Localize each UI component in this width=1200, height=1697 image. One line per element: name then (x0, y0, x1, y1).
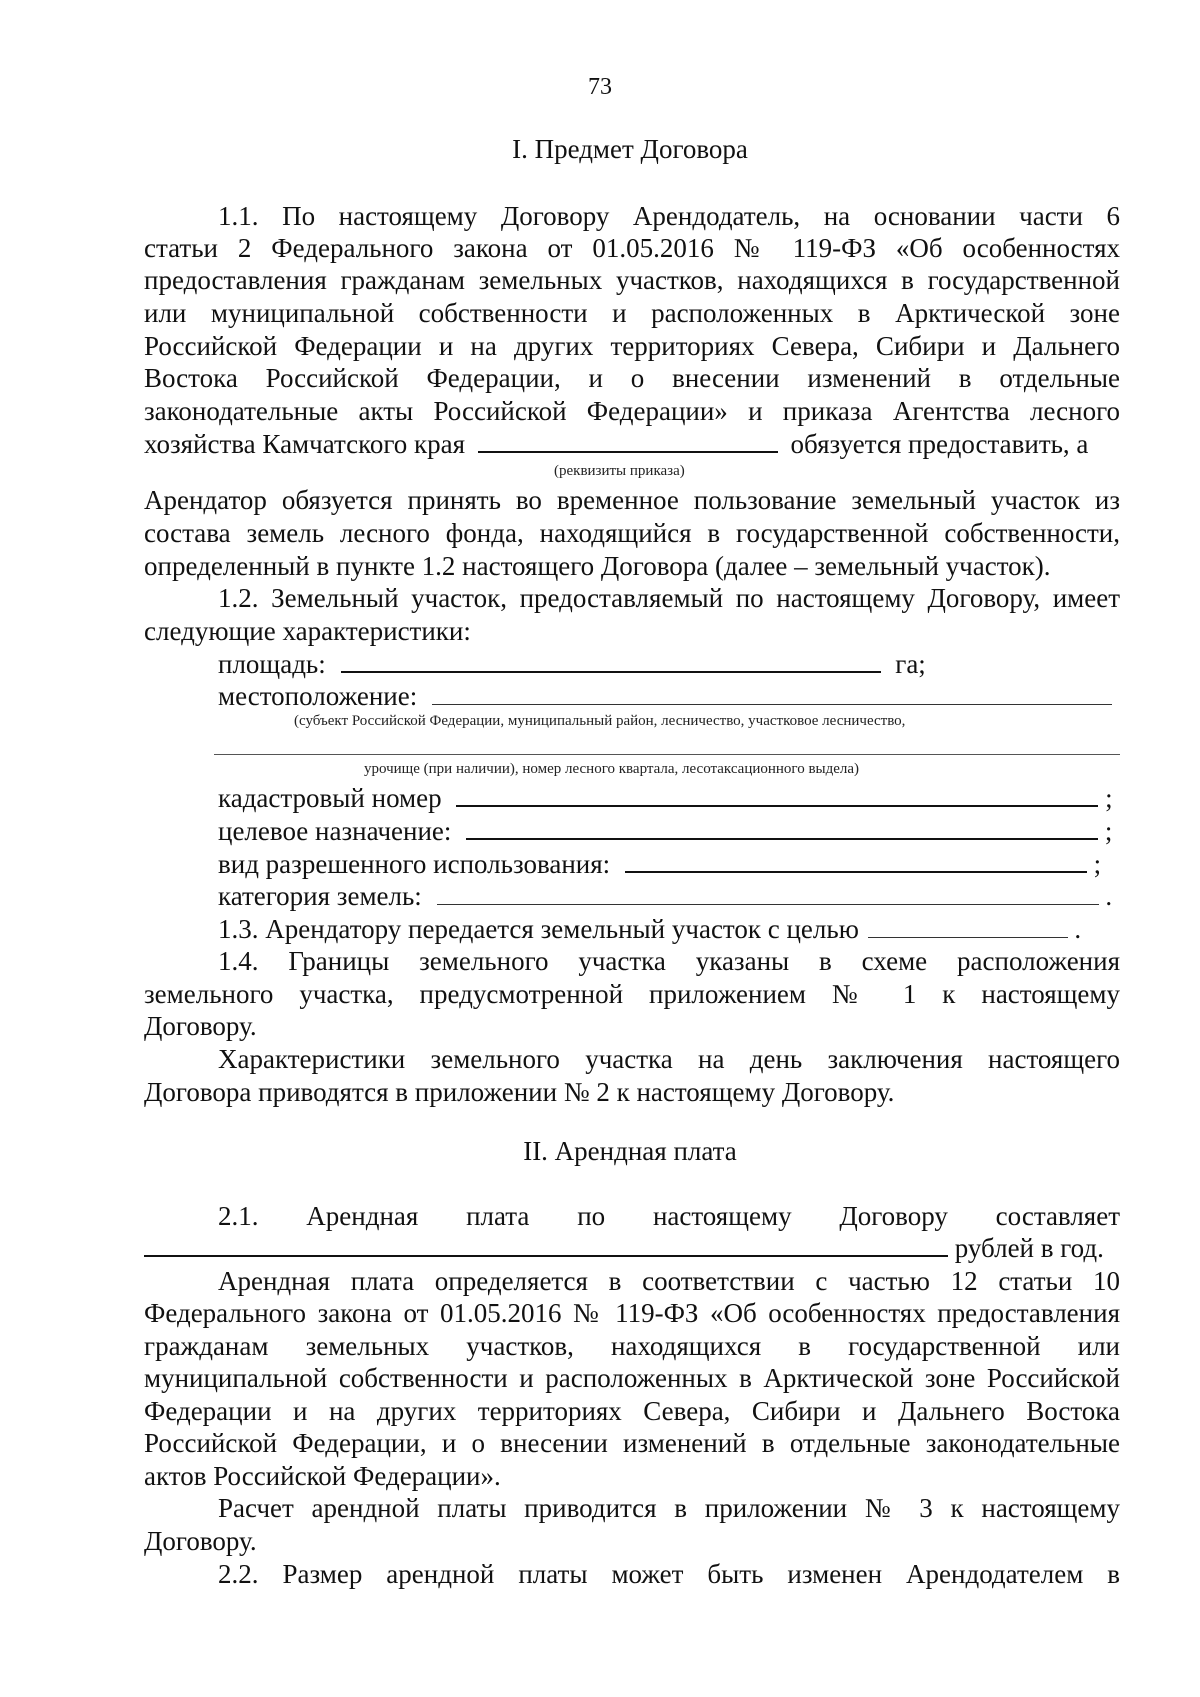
location-label: местоположение: (218, 681, 418, 711)
purpose-field[interactable] (466, 816, 1098, 840)
paragraph-line: Российской Федерации и на других территориях Севера, Сибири и Дальнего (144, 331, 1120, 361)
semicolon: ; (1093, 849, 1102, 879)
paragraph-line: статьи 2 Федерального закона от 01.05.2016 № 119-ФЗ «Об особенностях (144, 233, 1120, 263)
area-field[interactable] (341, 649, 881, 673)
land-category-row (144, 880, 1120, 912)
order-caption: (реквизиты приказа) (554, 463, 685, 479)
rent-amount-row (144, 1232, 1120, 1264)
cadastral-label: кадастровый номер (218, 783, 442, 813)
paragraph-line: Федерации и на других территориях Севера, Сибири и Дальнего Востока (144, 1396, 1120, 1426)
paragraph-line: Востока Российской Федерации, и о внесении изменений в отдельные (144, 363, 1120, 393)
land-category-label: категория земель: (218, 881, 422, 911)
order-line-start: хозяйства Камчатского края (144, 429, 466, 459)
paragraph-line: состава земель лесного фонда, находящийся в государственной собственности, (144, 518, 1120, 548)
paragraph-line: Характеристики земельного участка на день заключения настоящего (218, 1044, 1120, 1074)
cadastral-field[interactable] (456, 783, 1098, 807)
location-row (144, 680, 1120, 712)
semicolon: ; (1105, 783, 1113, 813)
purpose-of-lease-field[interactable] (868, 915, 1068, 938)
land-category-field[interactable] (437, 882, 1099, 905)
section-1-title: I. Предмет Договора (512, 134, 748, 164)
paragraph-line: предоставления гражданам земельных участков, находящихся в государственной (144, 265, 1120, 295)
period: . (1105, 881, 1113, 911)
permitted-use-field[interactable] (625, 849, 1087, 873)
page-number: 73 (588, 74, 612, 100)
cadastral-row (144, 782, 1120, 814)
location-caption-1: (субъект Российской Федерации, муниципальный район, лесничество, участковое лесничество, (294, 713, 906, 729)
paragraph-line: законодательные акты Российской Федерации» и приказа Агентства лесного (144, 396, 1120, 426)
permitted-use-label: вид разрешенного использования: (218, 849, 611, 879)
semicolon: ; (1104, 816, 1113, 846)
order-details-field[interactable] (478, 429, 778, 453)
order-line (144, 428, 1120, 460)
paragraph-line: Федерального закона от 01.05.2016 № 119-ФЗ «Об особенностях предоставления (144, 1298, 1120, 1328)
paragraph-line: 2.2. Размер арендной платы может быть изменен Арендодателем в (218, 1559, 1120, 1589)
paragraph-line: 2.1. Арендная плата по настоящему Договору составляет (218, 1201, 1120, 1231)
paragraph-line: Арендатор обязуется принять во временное пользование земельный участок из (144, 485, 1120, 515)
p1-3-text: 1.3. Арендатору передается земельный участок с целью (218, 914, 859, 944)
paragraph-line: актов Российской Федерации». (144, 1461, 501, 1491)
paragraph-line: гражданам земельных участков, находящихся в государственной или (144, 1331, 1120, 1361)
paragraph-line: 1.4. Границы земельного участка указаны в схеме расположения (218, 946, 1120, 976)
location-caption-2: урочище (при наличии), номер лесного квартала, лесотаксационного выдела) (364, 761, 860, 777)
purpose-label: целевое назначение: (218, 816, 452, 846)
paragraph-line: следующие характеристики: (144, 616, 471, 646)
period: . (1074, 914, 1082, 944)
paragraph-line: земельного участка, предусмотренной приложением № 1 к настоящему (144, 979, 1120, 1009)
rent-amount-field[interactable] (144, 1233, 948, 1257)
paragraph-line: 1.1. По настоящему Договору Арендодатель, на основании части 6 (218, 201, 1120, 231)
section-2-title: II. Арендная плата (523, 1136, 737, 1166)
purpose-row (144, 815, 1120, 847)
purpose-of-lease-row (144, 913, 1120, 945)
rent-amount-unit: рублей в год. (954, 1233, 1104, 1263)
location-field[interactable] (432, 682, 1112, 705)
area-unit: га; (895, 649, 926, 679)
order-line-end: обязуется предоставить, а (790, 429, 1089, 459)
area-label: площадь: (218, 649, 326, 679)
paragraph-line: Договору. (144, 1526, 257, 1556)
paragraph-line: Расчет арендной платы приводится в приложении № 3 к настоящему (218, 1493, 1120, 1523)
paragraph-line: 1.2. Земельный участок, предоставляемый по настоящему Договору, имеет (218, 583, 1120, 613)
paragraph-line: Арендная плата определяется в соответствии с частью 12 статьи 10 (218, 1266, 1120, 1296)
permitted-use-row (144, 848, 1120, 880)
location-field-line-2[interactable] (214, 754, 1120, 755)
paragraph-line: определенный в пункте 1.2 настоящего Договора (далее – земельный участок). (144, 551, 1051, 581)
paragraph-line: Договора приводятся в приложении № 2 к настоящему Договору. (144, 1077, 895, 1107)
area-row (144, 648, 1120, 680)
paragraph-line: Договору. (144, 1011, 257, 1041)
paragraph-line: или муниципальной собственности и расположенных в Арктической зоне (144, 298, 1120, 328)
paragraph-line: муниципальной собственности и расположенных в Арктической зоне Российской (144, 1363, 1120, 1393)
paragraph-line: Российской Федерации, и о внесении изменений в отдельные законодательные (144, 1428, 1120, 1458)
